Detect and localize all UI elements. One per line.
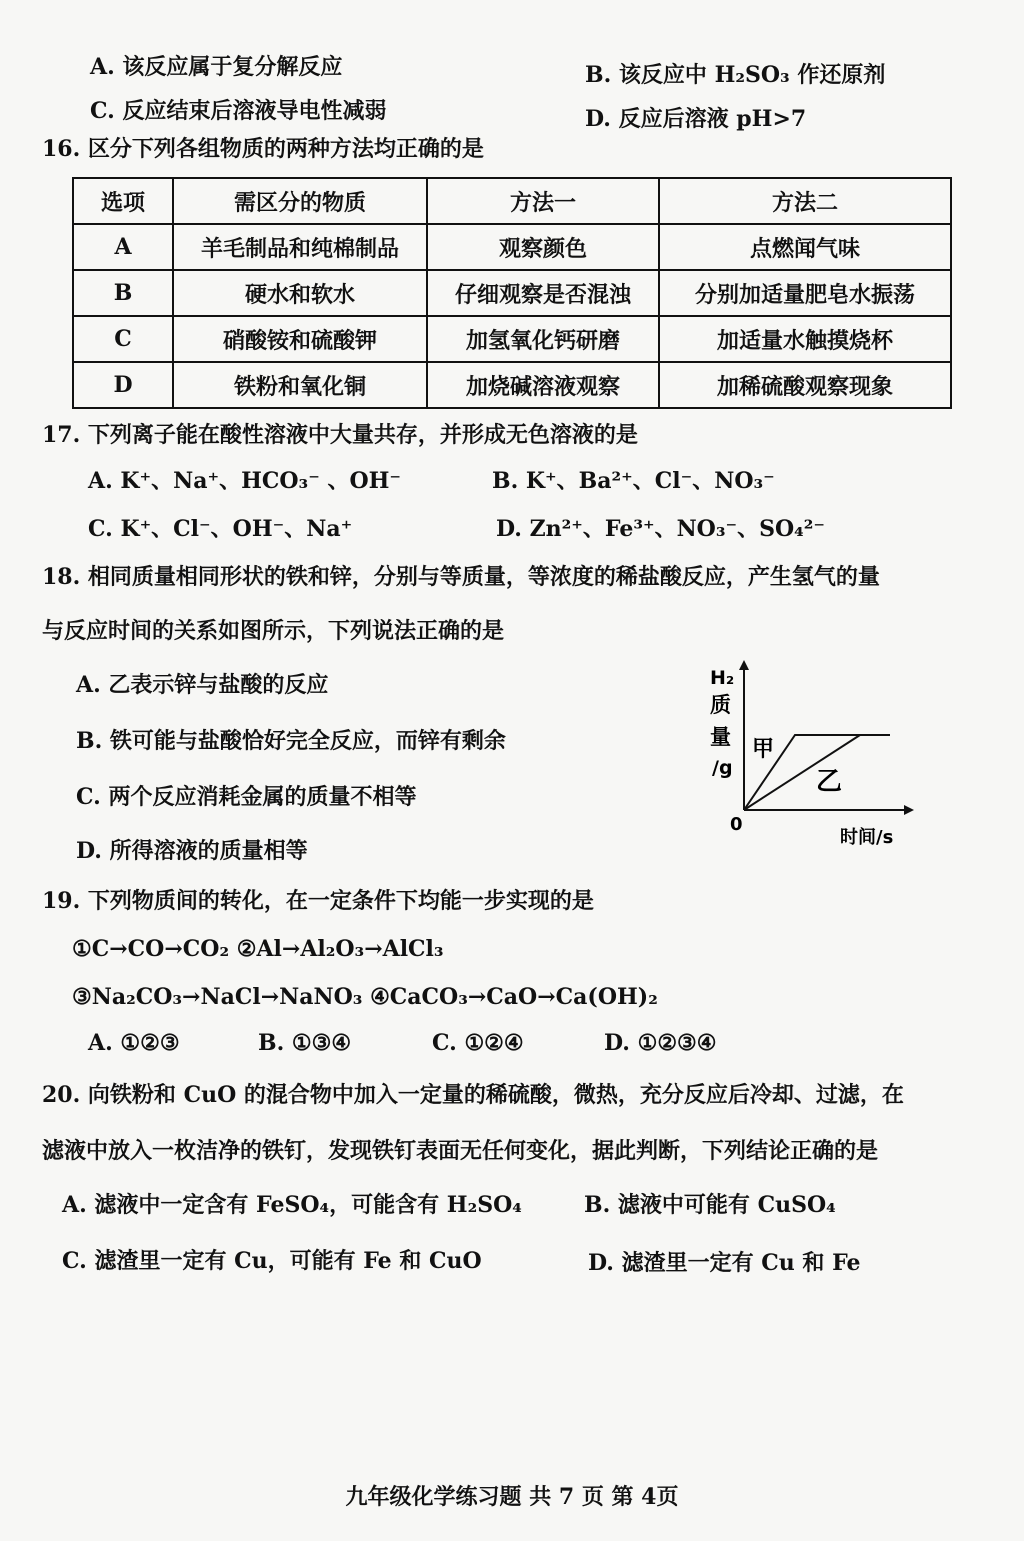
table-cell: 羊毛制品和纯棉制品 — [173, 224, 427, 270]
q20-option-a: A. 滤液中一定含有 FeSO₄，可能含有 H₂SO₄ — [62, 1192, 522, 1218]
table-row — [73, 316, 951, 362]
table-cell: 加稀硫酸观察现象 — [659, 362, 951, 408]
table-header-row — [73, 178, 951, 224]
table-cell: 加氢氧化钙研磨 — [427, 316, 659, 362]
q15-option-a: A. 该反应属于复分解反应 — [90, 54, 343, 80]
table-header-cell: 方法一 — [427, 178, 659, 224]
y-axis-label-h2: H₂ — [710, 667, 735, 689]
q18-graph — [700, 660, 930, 860]
q20-stem-line2: 滤液中放入一枚洁净的铁钉，发现铁钉表面无任何变化，据此判断，下列结论正确的是 — [42, 1138, 879, 1164]
y-axis-arrow — [739, 660, 749, 670]
q19-line1: ①C→CO→CO₂ ②Al→Al₂O₃→AlCl₃ — [72, 936, 444, 962]
table-header-cell: 选项 — [73, 178, 173, 224]
q17-option-a: A. K⁺、Na⁺、HCO₃⁻ 、OH⁻ — [88, 468, 402, 494]
q19-option-b: B. ①③④ — [258, 1030, 352, 1056]
table-header-cell: 需区分的物质 — [173, 178, 427, 224]
q19-option-c: C. ①②④ — [432, 1030, 524, 1056]
q17-option-c: C. K⁺、Cl⁻、OH⁻、Na⁺ — [88, 516, 353, 542]
q16-stem: 16. 区分下列各组物质的两种方法均正确的是 — [42, 136, 484, 162]
q16-table — [72, 177, 952, 409]
q15-option-b: B. 该反应中 H₂SO₃ 作还原剂 — [585, 62, 886, 88]
table-cell: 观察颜色 — [427, 224, 659, 270]
table-row — [73, 362, 951, 408]
table-cell: 仔细观察是否混浊 — [427, 270, 659, 316]
q20-option-c: C. 滤渣里一定有 Cu，可能有 Fe 和 CuO — [62, 1248, 482, 1274]
q19-stem: 19. 下列物质间的转化，在一定条件下均能一步实现的是 — [42, 888, 594, 914]
table-cell: D — [73, 362, 173, 408]
y-axis-label-unit: /g — [712, 757, 733, 779]
x-axis-arrow — [904, 805, 914, 815]
q17-option-b: B. K⁺、Ba²⁺、Cl⁻、NO₃⁻ — [492, 468, 775, 494]
table-cell: 点燃闻气味 — [659, 224, 951, 270]
table-cell: 加适量水触摸烧杯 — [659, 316, 951, 362]
table-cell: A — [73, 224, 173, 270]
q20-stem-line1: 20. 向铁粉和 CuO 的混合物中加入一定量的稀硫酸，微热，充分反应后冷却、过滤，在 — [42, 1082, 904, 1108]
page-footer: 九年级化学练习题 共 7 页 第 4页 — [345, 1484, 679, 1510]
q15-option-d: D. 反应后溶液 pH>7 — [585, 106, 807, 132]
table-header-cell: 方法二 — [659, 178, 951, 224]
q17-stem: 17. 下列离子能在酸性溶液中大量共存，并形成无色溶液的是 — [42, 422, 638, 448]
y-axis-label-liang: 量 — [710, 725, 731, 749]
q19-option-d: D. ①②③④ — [604, 1030, 717, 1056]
q19-option-a: A. ①②③ — [88, 1030, 180, 1056]
table-row — [73, 224, 951, 270]
q20-option-d: D. 滤渣里一定有 Cu 和 Fe — [588, 1250, 861, 1276]
q18-option-a: A. 乙表示锌与盐酸的反应 — [76, 672, 329, 698]
q15-option-c: C. 反应结束后溶液导电性减弱 — [90, 98, 387, 124]
q17-option-d: D. Zn²⁺、Fe³⁺、NO₃⁻、SO₄²⁻ — [496, 516, 826, 542]
table-cell: B — [73, 270, 173, 316]
origin-label: 0 — [730, 814, 743, 835]
y-axis-label-zhi: 质 — [710, 693, 731, 717]
table-row — [73, 270, 951, 316]
series-jia-label: 甲 — [752, 737, 775, 762]
table-cell: 分别加适量肥皂水振荡 — [659, 270, 951, 316]
q18-option-d: D. 所得溶液的质量相等 — [76, 838, 308, 864]
q18-option-b: B. 铁可能与盐酸恰好完全反应，而锌有剩余 — [76, 728, 506, 754]
q18-stem-line1: 18. 相同质量相同形状的铁和锌，分别与等质量，等浓度的稀盐酸反应，产生氢气的量 — [42, 564, 880, 590]
series-yi-label: 乙 — [816, 767, 843, 797]
table-cell: C — [73, 316, 173, 362]
table-cell: 硬水和软水 — [173, 270, 427, 316]
q19-line2: ③Na₂CO₃→NaCl→NaNO₃ ④CaCO₃→CaO→Ca(OH)₂ — [72, 984, 658, 1010]
x-axis-label: 时间/s — [840, 827, 894, 848]
table-cell: 硝酸铵和硫酸钾 — [173, 316, 427, 362]
table-cell: 加烧碱溶液观察 — [427, 362, 659, 408]
table-cell: 铁粉和氧化铜 — [173, 362, 427, 408]
q20-option-b: B. 滤液中可能有 CuSO₄ — [584, 1192, 836, 1218]
q18-stem-line2: 与反应时间的关系如图所示，下列说法正确的是 — [42, 618, 505, 644]
q18-option-c: C. 两个反应消耗金属的质量不相等 — [76, 784, 417, 810]
